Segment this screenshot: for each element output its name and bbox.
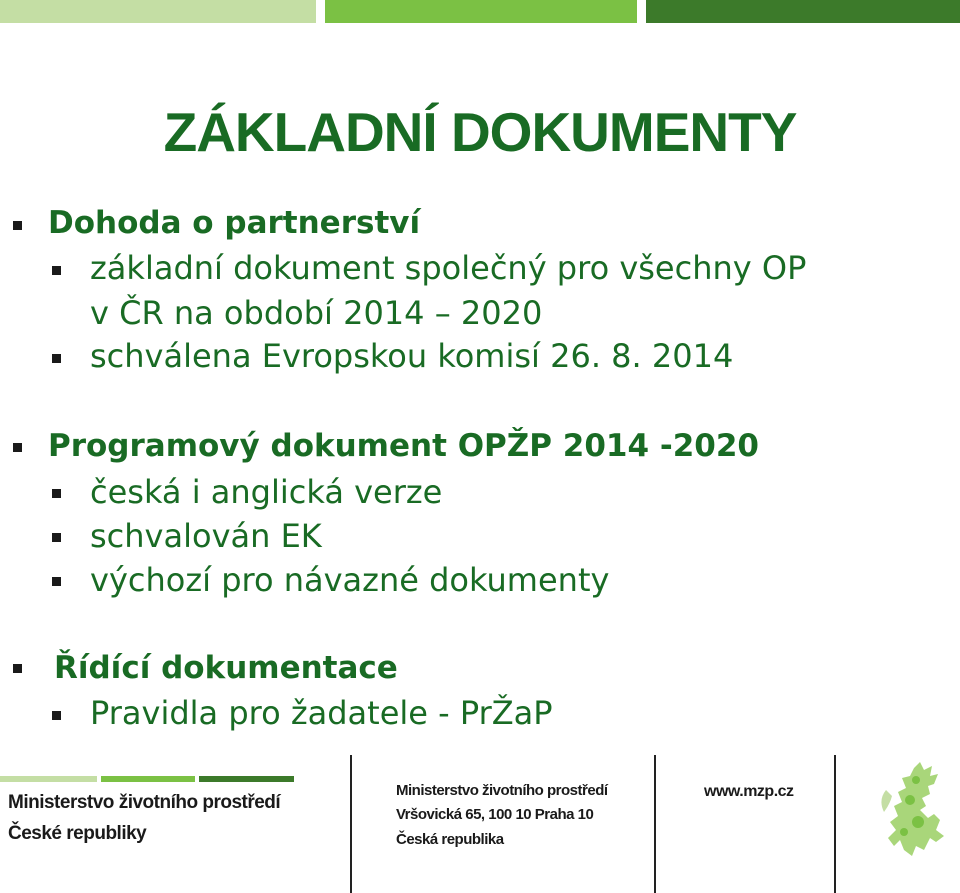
top-bar-light xyxy=(0,0,316,23)
bullet-icon xyxy=(13,221,22,230)
list-item: česká i anglická verze xyxy=(90,473,443,511)
footer-bar-dark xyxy=(199,776,294,782)
slide-title: ZÁKLADNÍ DOKUMENTY xyxy=(163,101,797,163)
footer-divider xyxy=(654,755,656,893)
section-heading: Dohoda o partnerství xyxy=(48,205,421,241)
bullet-icon xyxy=(52,489,61,498)
bullet-icon xyxy=(52,354,61,363)
bullet-icon xyxy=(13,443,22,452)
top-bar-dark xyxy=(646,0,960,23)
top-bar-mid xyxy=(325,0,637,23)
list-item: základní dokument společný pro všechny OP xyxy=(90,249,807,287)
list-item: schvalován EK xyxy=(90,517,322,555)
bullet-icon xyxy=(52,577,61,586)
list-item: Pravidla pro žadatele - PrŽaP xyxy=(90,694,553,732)
section-heading: Programový dokument OPŽP 2014 -2020 xyxy=(48,428,759,464)
bullet-icon xyxy=(52,711,61,720)
list-item: v ČR na období 2014 – 2020 xyxy=(90,294,543,332)
ministry-logo-line1: Ministerstvo životního prostředí xyxy=(8,792,281,813)
bullet-icon xyxy=(52,266,61,275)
address-line2: Vršovická 65, 100 10 Praha 10 xyxy=(396,806,594,823)
address-line1: Ministerstvo životního prostředí xyxy=(396,782,608,799)
section-heading: Řídící dokumentace xyxy=(54,650,398,686)
list-item: schválena Evropskou komisí 26. 8. 2014 xyxy=(90,337,734,375)
footer-bar-mid xyxy=(101,776,195,782)
footer-divider xyxy=(350,755,352,893)
list-item: výchozí pro návazné dokumenty xyxy=(90,561,610,599)
lion-emblem-icon xyxy=(874,760,956,860)
address-line3: Česká republika xyxy=(396,831,504,848)
footer-bar-light xyxy=(0,776,97,782)
ministry-logo-line2: České republiky xyxy=(8,823,147,844)
bullet-icon xyxy=(13,664,22,673)
bullet-icon xyxy=(52,533,61,542)
footer-divider xyxy=(834,755,836,893)
website-link[interactable]: www.mzp.cz xyxy=(704,783,794,800)
